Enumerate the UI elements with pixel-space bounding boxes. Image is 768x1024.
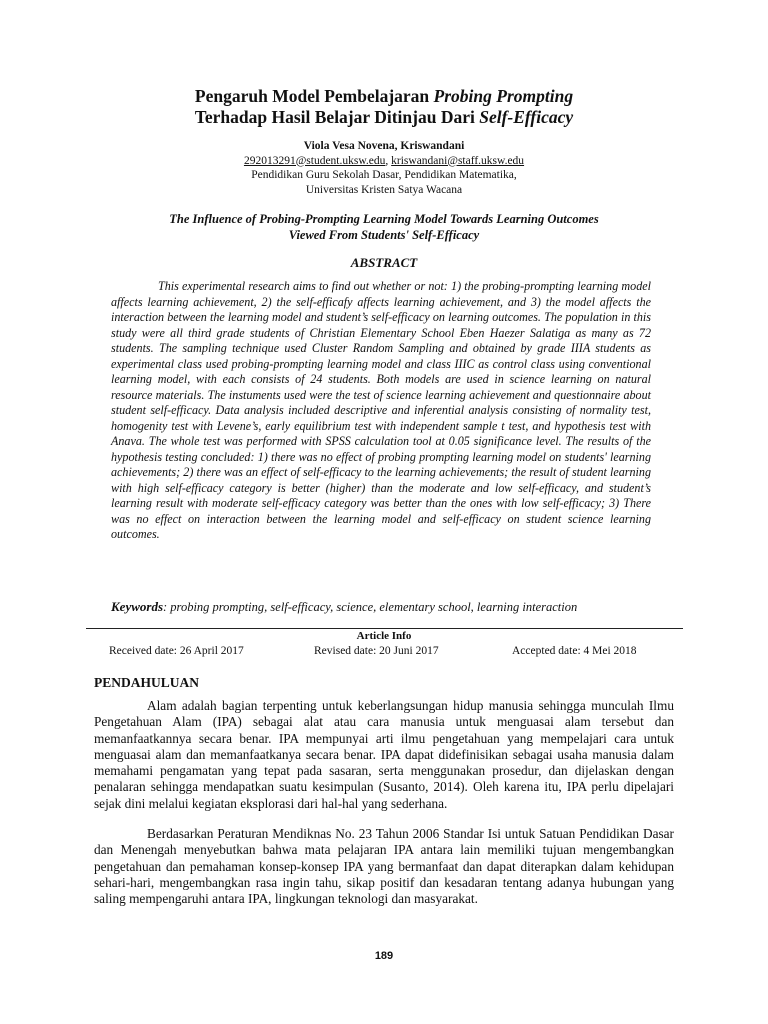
- affiliation-line-1: Pendidikan Guru Sekolah Dasar, Pendidikan Matematika,: [251, 169, 517, 181]
- title-line-1: Pengaruh Model Pembelajaran Probing Prompting: [194, 86, 574, 106]
- received-date: Received date: 26 April 2017: [109, 645, 244, 657]
- section-heading: PENDAHULUAN: [94, 675, 200, 690]
- email-link-2[interactable]: kriswandani@staff.uksw.edu: [391, 154, 525, 167]
- keywords: [111, 599, 671, 615]
- divider-rule: [86, 628, 683, 629]
- affiliation-line-2: Universitas Kristen Satya Wacana: [305, 183, 463, 196]
- intro-paragraph-2: Berdasarkan Peraturan Mendiknas No. 23 Tahun 2006 Standar Isi untuk Satuan Pendidikan Dasar dan Menengah menyebutkan bahwa mata pelajaran IPA antara lain memiliki tujuan mengembangkan pengetahuan dan pemahaman konsep-konsep IPA yang bermanfaat dan dapat diterapkan dalam kehidupan sehari-hari, mengembangkan rasa ingin tahu, sikap positif dan kesadaran tentang adanya hubungan yang saling mempengaruhi antara IPA, lingkungan teknologi dan masyarakat.: [94, 826, 674, 907]
- title-line-2: Terhadap Hasil Belajar Ditinjau Dari Self-Efficacy: [194, 107, 574, 127]
- author-names: Viola Vesa Novena, Kriswandani: [303, 140, 465, 152]
- author-block: [0, 139, 768, 197]
- article-info-heading: Article Info: [356, 630, 412, 642]
- page-number: 189: [374, 950, 394, 962]
- email-link-1[interactable]: 292013291@student.uksw.edu: [243, 154, 386, 167]
- revised-date: Revised date: 20 Juni 2017: [314, 645, 439, 657]
- author-emails: 292013291@student.uksw.edu, kriswandani@staff.uksw.edu: [243, 154, 525, 167]
- english-title: The Influence of Probing-Prompting Learning Model Towards Learning Outcomes Viewed From Students' Self-Efficacy: [169, 212, 599, 242]
- abstract-text: This experimental research aims to find out whether or not: 1) the probing-prompting learning model affects learning achievement, 2) the self-efficafy affects learning achievement, and 3) the model affects the interaction between the learning model and student’s self-efficacy on learning outcomes. The population in this study were all third grade students of Christian Elementary School Eben Haezer Salatiga as many as 72 students. The sampling technique used Cluster Random Sampling and obtained by grade IIIA students as experimental class used probing-prompting learning model and class IIIC as control class using conventional learning model, with each consists of 24 students. Both models are used in science learning on natural resource materials. The instuments used were the test of science learning achievement and questionnaire about student self-efficacy. Data analysis included descriptive and inferential analysis consisting of normality test, homogenity test with Levene’s, early equilibrium test with independent sample t test, and hypothesis test with Anava. The whole test was performed with SPSS calculation tool at 0.05 significance level. The results of the hypothesis testing concluded: 1) there was no effect of probing prompting learning model on students' learning achievements; 2) there was an effect of self-efficacy to the learning achievements; the result of student learning with high self-efficacy category is better (higher) than the moderate and low self-efficacy, and student’s learning result with moderate self-efficacy category was better than the ones with low self-efficacy; 3) There was no effect on interaction between the learning model and self-efficacy on student science learning outcomes.: [111, 279, 651, 541]
- accepted-date: Accepted date: 4 Mei 2018: [512, 645, 637, 657]
- abstract-heading: ABSTRACT: [350, 255, 418, 270]
- paper-title: [0, 86, 768, 128]
- keywords-text: : probing prompting, self-efficacy, science, elementary school, learning interaction: [163, 600, 578, 614]
- intro-paragraph-1: Alam adalah bagian terpenting untuk keberlangsungan hidup manusia sehingga munculah Ilmu Pengetahuan Alam (IPA) sebagai alat atau cara manusia untuk menguasai alam tersebut dan memanfaatkannya secara benar. IPA mempunyai arti ilmu pengetahuan yang mempelajari cara untuk menguasai alam dan memanfaatkanya secara benar. IPA dapat didefinisikan sebagai usaha manusia dalam memahami pengamatan yang tepat pada sasaran, serta menggunakan prosedur, dan dijelaskan dengan penalaran sehingga mendapatkan suatu kesimpulan (Susanto, 2014). Oleh karena itu, IPA perlu dipelajari sejak dini melalui kegiatan eksplorasi dari hal-hal yang sederhana.: [94, 698, 674, 811]
- keywords-label: Keywords: [111, 599, 163, 614]
